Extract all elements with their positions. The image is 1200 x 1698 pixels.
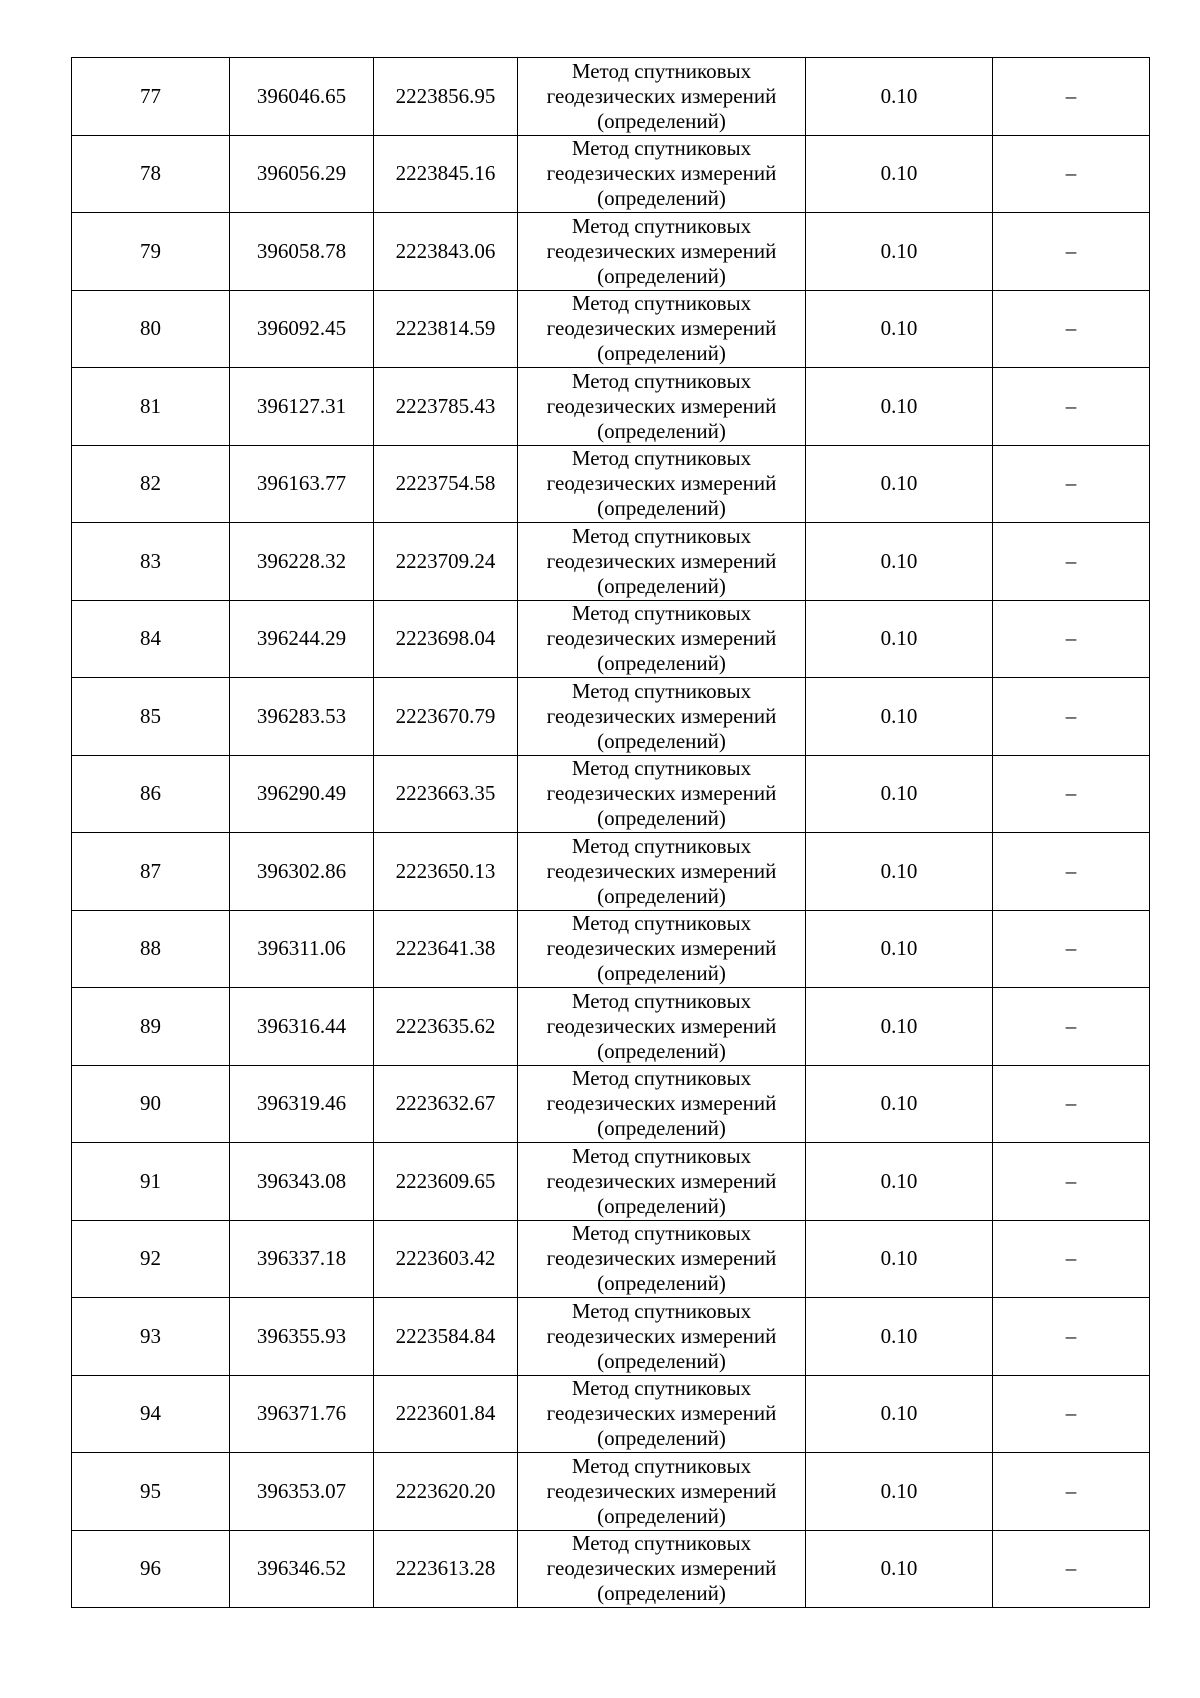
accuracy-cell: 0.10: [806, 290, 993, 368]
method-line: Метод спутниковых: [571, 58, 752, 83]
method-line: геодезических измерений: [546, 626, 777, 651]
point-number-cell: 88: [72, 910, 230, 988]
x-coordinate-cell: 396092.45: [230, 290, 374, 368]
y-coordinate-cell: 2223845.16: [374, 135, 518, 213]
point-number-cell: 80: [72, 290, 230, 368]
y-coordinate-cell: 2223709.24: [374, 523, 518, 601]
accuracy-cell: 0.10: [806, 1375, 993, 1453]
method-line: (определений): [597, 1116, 726, 1141]
point-number-cell: 87: [72, 833, 230, 911]
method-cell: [518, 1375, 806, 1453]
point-number-cell: 91: [72, 1143, 230, 1221]
x-coordinate-cell: 396302.86: [230, 833, 374, 911]
y-coordinate-cell: 2223613.28: [374, 1530, 518, 1608]
accuracy-cell: 0.10: [806, 678, 993, 756]
table-row: [72, 755, 1150, 833]
coordinates-table: [71, 57, 1150, 1608]
method-cell: [518, 678, 806, 756]
method-line: геодезических измерений: [546, 316, 777, 341]
table-row: [72, 678, 1150, 756]
note-cell: –: [993, 1375, 1150, 1453]
accuracy-cell: 0.10: [806, 600, 993, 678]
method-cell: [518, 58, 806, 136]
accuracy-cell: 0.10: [806, 58, 993, 136]
point-number-cell: 95: [72, 1453, 230, 1531]
accuracy-cell: 0.10: [806, 1298, 993, 1376]
method-cell: [518, 988, 806, 1066]
point-number-cell: 92: [72, 1220, 230, 1298]
accuracy-cell: 0.10: [806, 1453, 993, 1531]
point-number-cell: 85: [72, 678, 230, 756]
method-line: (определений): [597, 806, 726, 831]
point-number-cell: 82: [72, 445, 230, 523]
note-cell: –: [993, 1065, 1150, 1143]
method-line: геодезических измерений: [546, 703, 777, 728]
x-coordinate-cell: 396046.65: [230, 58, 374, 136]
note-cell: –: [993, 910, 1150, 988]
method-line: Метод спутниковых: [571, 833, 752, 858]
table-row: [72, 445, 1150, 523]
table-row: [72, 1453, 1150, 1531]
table-row: [72, 1298, 1150, 1376]
accuracy-cell: 0.10: [806, 445, 993, 523]
note-cell: –: [993, 1530, 1150, 1608]
note-cell: –: [993, 678, 1150, 756]
y-coordinate-cell: 2223603.42: [374, 1220, 518, 1298]
note-cell: –: [993, 58, 1150, 136]
note-cell: –: [993, 523, 1150, 601]
method-cell: [518, 1220, 806, 1298]
method-cell: [518, 910, 806, 988]
method-line: геодезических измерений: [546, 1168, 777, 1193]
method-line: (определений): [597, 1426, 726, 1451]
table-row: [72, 368, 1150, 446]
x-coordinate-cell: 396127.31: [230, 368, 374, 446]
method-cell: [518, 445, 806, 523]
note-cell: –: [993, 368, 1150, 446]
table-row: [72, 1530, 1150, 1608]
y-coordinate-cell: 2223670.79: [374, 678, 518, 756]
method-line: (определений): [597, 418, 726, 443]
method-line: Метод спутниковых: [571, 1066, 752, 1091]
point-number-cell: 93: [72, 1298, 230, 1376]
method-line: Метод спутниковых: [571, 1376, 752, 1401]
note-cell: –: [993, 290, 1150, 368]
y-coordinate-cell: 2223601.84: [374, 1375, 518, 1453]
accuracy-cell: 0.10: [806, 833, 993, 911]
note-cell: –: [993, 833, 1150, 911]
method-line: геодезических измерений: [546, 83, 777, 108]
accuracy-cell: 0.10: [806, 135, 993, 213]
method-line: геодезических измерений: [546, 781, 777, 806]
method-line: геодезических измерений: [546, 548, 777, 573]
method-cell: [518, 1530, 806, 1608]
note-cell: –: [993, 600, 1150, 678]
method-line: Метод спутниковых: [571, 213, 752, 238]
table-row: [72, 910, 1150, 988]
table-row: [72, 213, 1150, 291]
accuracy-cell: 0.10: [806, 523, 993, 601]
method-line: Метод спутниковых: [571, 1143, 752, 1168]
note-cell: –: [993, 213, 1150, 291]
method-line: Метод спутниковых: [571, 291, 752, 316]
x-coordinate-cell: 396244.29: [230, 600, 374, 678]
point-number-cell: 81: [72, 368, 230, 446]
method-line: Метод спутниковых: [571, 136, 752, 161]
point-number-cell: 78: [72, 135, 230, 213]
method-cell: [518, 1143, 806, 1221]
method-cell: [518, 833, 806, 911]
method-line: геодезических измерений: [546, 1091, 777, 1116]
x-coordinate-cell: 396311.06: [230, 910, 374, 988]
accuracy-cell: 0.10: [806, 755, 993, 833]
method-line: геодезических измерений: [546, 1246, 777, 1271]
point-number-cell: 77: [72, 58, 230, 136]
method-cell: [518, 523, 806, 601]
accuracy-cell: 0.10: [806, 368, 993, 446]
method-line: (определений): [597, 263, 726, 288]
accuracy-cell: 0.10: [806, 988, 993, 1066]
method-line: Метод спутниковых: [571, 678, 752, 703]
y-coordinate-cell: 2223698.04: [374, 600, 518, 678]
method-line: (определений): [597, 883, 726, 908]
table-row: [72, 1143, 1150, 1221]
y-coordinate-cell: 2223620.20: [374, 1453, 518, 1531]
y-coordinate-cell: 2223785.43: [374, 368, 518, 446]
table-row: [72, 58, 1150, 136]
y-coordinate-cell: 2223632.67: [374, 1065, 518, 1143]
method-cell: [518, 213, 806, 291]
table-row: [72, 1375, 1150, 1453]
note-cell: –: [993, 135, 1150, 213]
method-line: (определений): [597, 961, 726, 986]
method-line: (определений): [597, 1503, 726, 1528]
x-coordinate-cell: 396283.53: [230, 678, 374, 756]
table-row: [72, 833, 1150, 911]
method-line: геодезических измерений: [546, 161, 777, 186]
method-cell: [518, 290, 806, 368]
table-row: [72, 1220, 1150, 1298]
y-coordinate-cell: 2223584.84: [374, 1298, 518, 1376]
method-line: (определений): [597, 186, 726, 211]
method-line: (определений): [597, 651, 726, 676]
y-coordinate-cell: 2223856.95: [374, 58, 518, 136]
y-coordinate-cell: 2223814.59: [374, 290, 518, 368]
method-line: геодезических измерений: [546, 238, 777, 263]
method-cell: [518, 755, 806, 833]
y-coordinate-cell: 2223635.62: [374, 988, 518, 1066]
method-line: (определений): [597, 341, 726, 366]
note-cell: –: [993, 988, 1150, 1066]
y-coordinate-cell: 2223641.38: [374, 910, 518, 988]
point-number-cell: 86: [72, 755, 230, 833]
method-line: геодезических измерений: [546, 471, 777, 496]
method-cell: [518, 1065, 806, 1143]
table-row: [72, 988, 1150, 1066]
point-number-cell: 79: [72, 213, 230, 291]
point-number-cell: 83: [72, 523, 230, 601]
method-cell: [518, 1453, 806, 1531]
method-cell: [518, 135, 806, 213]
method-line: геодезических измерений: [546, 1401, 777, 1426]
x-coordinate-cell: 396290.49: [230, 755, 374, 833]
method-line: (определений): [597, 108, 726, 133]
y-coordinate-cell: 2223663.35: [374, 755, 518, 833]
method-line: Метод спутниковых: [571, 601, 752, 626]
point-number-cell: 90: [72, 1065, 230, 1143]
method-line: Метод спутниковых: [571, 1531, 752, 1556]
method-line: геодезических измерений: [546, 393, 777, 418]
y-coordinate-cell: 2223843.06: [374, 213, 518, 291]
method-line: геодезических измерений: [546, 1556, 777, 1581]
accuracy-cell: 0.10: [806, 1220, 993, 1298]
note-cell: –: [993, 1298, 1150, 1376]
x-coordinate-cell: 396228.32: [230, 523, 374, 601]
x-coordinate-cell: 396355.93: [230, 1298, 374, 1376]
method-cell: [518, 600, 806, 678]
method-line: геодезических измерений: [546, 1323, 777, 1348]
x-coordinate-cell: 396316.44: [230, 988, 374, 1066]
method-line: (определений): [597, 1038, 726, 1063]
method-line: геодезических измерений: [546, 1013, 777, 1038]
method-line: (определений): [597, 1348, 726, 1373]
accuracy-cell: 0.10: [806, 910, 993, 988]
note-cell: –: [993, 1453, 1150, 1531]
point-number-cell: 94: [72, 1375, 230, 1453]
y-coordinate-cell: 2223650.13: [374, 833, 518, 911]
method-line: Метод спутниковых: [571, 523, 752, 548]
x-coordinate-cell: 396353.07: [230, 1453, 374, 1531]
note-cell: –: [993, 755, 1150, 833]
note-cell: –: [993, 445, 1150, 523]
point-number-cell: 96: [72, 1530, 230, 1608]
x-coordinate-cell: 396343.08: [230, 1143, 374, 1221]
x-coordinate-cell: 396319.46: [230, 1065, 374, 1143]
x-coordinate-cell: 396346.52: [230, 1530, 374, 1608]
accuracy-cell: 0.10: [806, 213, 993, 291]
table-row: [72, 600, 1150, 678]
x-coordinate-cell: 396337.18: [230, 1220, 374, 1298]
x-coordinate-cell: 396371.76: [230, 1375, 374, 1453]
method-line: (определений): [597, 1271, 726, 1296]
x-coordinate-cell: 396056.29: [230, 135, 374, 213]
method-line: (определений): [597, 1193, 726, 1218]
table-row: [72, 135, 1150, 213]
x-coordinate-cell: 396058.78: [230, 213, 374, 291]
method-line: Метод спутниковых: [571, 368, 752, 393]
method-line: геодезических измерений: [546, 858, 777, 883]
accuracy-cell: 0.10: [806, 1530, 993, 1608]
accuracy-cell: 0.10: [806, 1143, 993, 1221]
y-coordinate-cell: 2223609.65: [374, 1143, 518, 1221]
method-line: Метод спутниковых: [571, 446, 752, 471]
method-line: (определений): [597, 728, 726, 753]
method-line: (определений): [597, 1581, 726, 1606]
accuracy-cell: 0.10: [806, 1065, 993, 1143]
method-line: Метод спутниковых: [571, 988, 752, 1013]
table-row: [72, 290, 1150, 368]
method-line: геодезических измерений: [546, 1478, 777, 1503]
method-line: Метод спутниковых: [571, 1453, 752, 1478]
method-cell: [518, 368, 806, 446]
method-line: Метод спутниковых: [571, 1298, 752, 1323]
point-number-cell: 89: [72, 988, 230, 1066]
method-cell: [518, 1298, 806, 1376]
method-line: геодезических измерений: [546, 936, 777, 961]
method-line: Метод спутниковых: [571, 911, 752, 936]
method-line: Метод спутниковых: [571, 756, 752, 781]
note-cell: –: [993, 1220, 1150, 1298]
method-line: Метод спутниковых: [571, 1221, 752, 1246]
table-row: [72, 523, 1150, 601]
table-row: [72, 1065, 1150, 1143]
note-cell: –: [993, 1143, 1150, 1221]
method-line: (определений): [597, 496, 726, 521]
table-body: [72, 58, 1150, 1608]
point-number-cell: 84: [72, 600, 230, 678]
method-line: (определений): [597, 573, 726, 598]
x-coordinate-cell: 396163.77: [230, 445, 374, 523]
y-coordinate-cell: 2223754.58: [374, 445, 518, 523]
